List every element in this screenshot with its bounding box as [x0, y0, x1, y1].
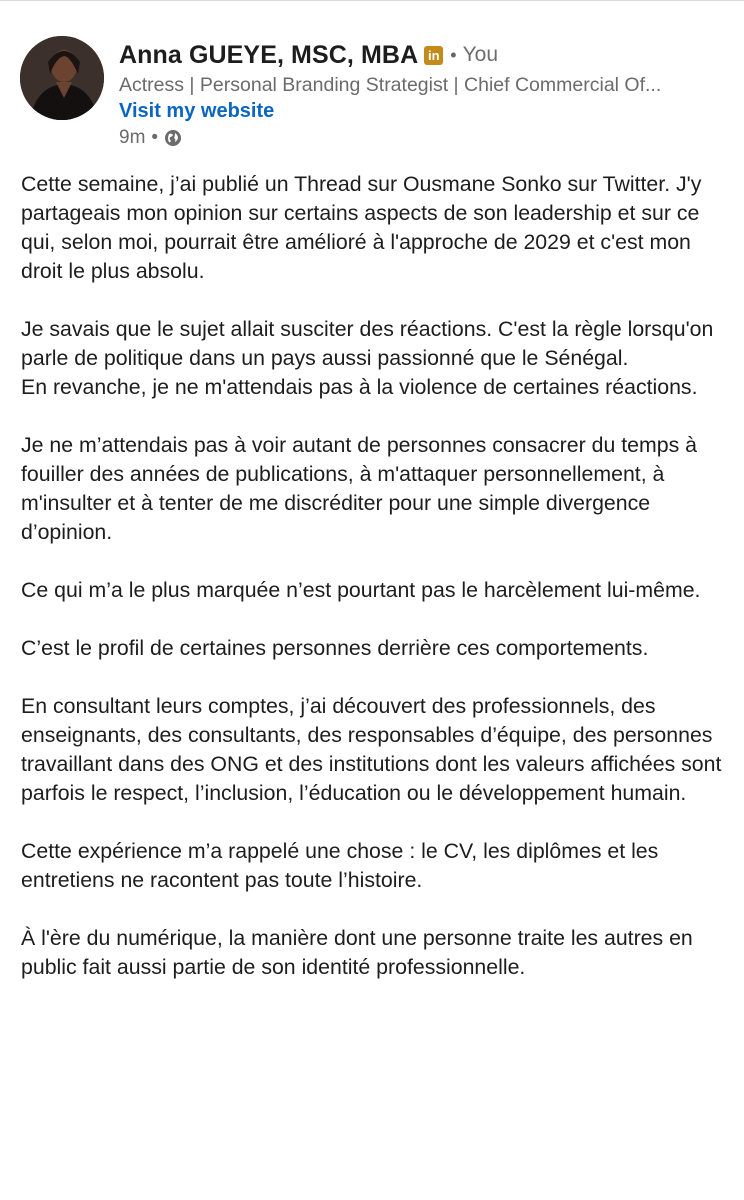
top-divider — [0, 0, 744, 15]
avatar-photo — [20, 36, 104, 120]
post-paragraph: À l'ère du numérique, la manière dont une personne traite les autres en public fait aussi partie de son identité professionnelle. — [21, 926, 693, 979]
post-timestamp-row — [119, 125, 730, 151]
avatar[interactable] — [20, 36, 104, 120]
post-paragraph: Ce qui m’a le plus marquée n’est pourtant pas le harcèlement lui-même. — [21, 578, 701, 602]
author-meta — [119, 38, 730, 151]
separator-dot: • — [450, 44, 457, 65]
post-paragraph: Cette expérience m’a rappelé une chose : le CV, les diplômes et les entretiens ne racontent pas toute l’histoire. — [21, 839, 659, 892]
post-paragraph: Je ne m’attendais pas à voir autant de personnes consacrer du temps à fouiller des années de publications, à m'attaquer personnellement, à m'insulter et à tenter de me discréditer pour une simple divergence d’opinion. — [21, 433, 697, 544]
name-row — [119, 38, 730, 72]
globe-icon — [164, 129, 182, 147]
post-header — [20, 36, 730, 148]
author-name[interactable]: Anna GUEYE, MSC, MBA — [119, 40, 419, 69]
post-paragraph: C’est le profil de certaines personnes derrière ces comportements. — [21, 636, 649, 660]
linkedin-premium-icon: in — [424, 46, 443, 65]
visit-website-link[interactable]: Visit my website — [119, 100, 275, 122]
relation-label: You — [462, 43, 498, 66]
author-headline: Actress | Personal Branding Strategist | Chief Commercial Of... — [119, 74, 662, 96]
post-paragraph: Je savais que le sujet allait susciter des réactions. C'est la règle lorsqu'on parle de politique dans un pays aussi passionné que le Sénégal. En revanche, je ne m'attendais pas à la violence de certaines réactions. — [21, 317, 714, 399]
post-body — [21, 170, 733, 1011]
post-paragraph: Cette semaine, j’ai publié un Thread sur Ousmane Sonko sur Twitter. J'y partageais mon opinion sur certains aspects de son leadership et sur ce qui, selon moi, pourrait être amélioré à l'approche de 2029 et c'est mon droit le plus absolu. — [21, 172, 702, 283]
post-time: 9m — [119, 127, 146, 148]
separator-dot: • — [151, 127, 159, 148]
post-paragraph: En consultant leurs comptes, j’ai découvert des professionnels, des enseignants, des consultants, des responsables d’équipe, des personnes travaillant dans des ONG et des institutions dont les valeurs affichées sont parfois le respect, l’inclusion, l’éducation ou le développement humain. — [21, 694, 722, 805]
